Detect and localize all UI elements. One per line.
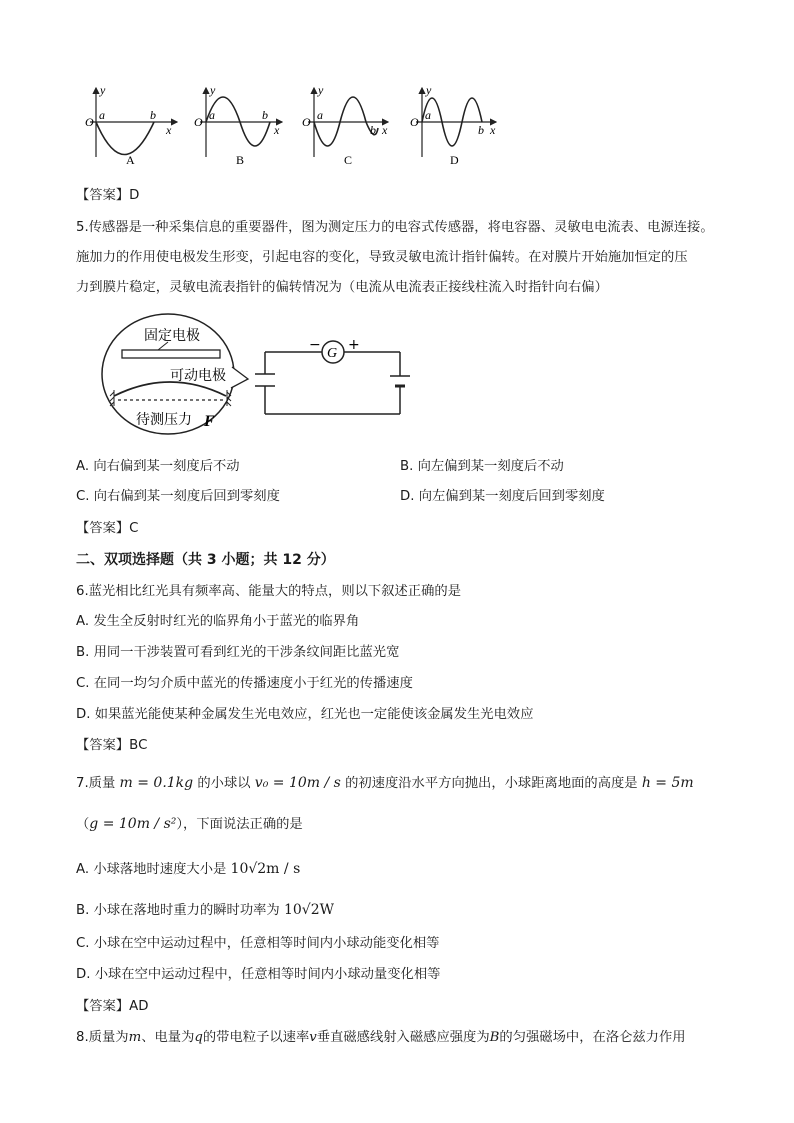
graph-c — [308, 88, 388, 157]
graph-a-origin: O — [85, 115, 94, 129]
q7-option-a-math: 10√2m / s — [230, 861, 301, 877]
q4-answer: 【答案】D — [76, 188, 140, 203]
q7-stem-part1: 7.质量 — [76, 776, 116, 791]
fixed-electrode-label: 固定电极 — [144, 328, 200, 344]
q8-part3: 的带电粒子以速率 — [202, 1030, 310, 1045]
fixed-electrode-plate — [122, 350, 220, 358]
q5-option-d: D. 向左偏到某一刻度后回到零刻度 — [400, 489, 605, 504]
q7-g-value: g = 10m / s² — [89, 816, 177, 832]
q8-v: v — [309, 1030, 317, 1045]
q6-option-b: B. 用同一干涉装置可看到红光的干涉条纹间距比蓝光宽 — [76, 645, 400, 660]
q7-g-open: （ — [76, 817, 90, 832]
q8-part1: 8.质量为 — [76, 1030, 129, 1045]
q7-g-close: ），下面说法正确的是 — [176, 817, 303, 832]
section-title: 二、双项选择题（共 3 小题；共 12 分） — [76, 552, 335, 568]
pressure-label: 待测压力 — [136, 412, 192, 428]
q8-part2: 、电量为 — [141, 1030, 195, 1045]
graph-c-origin: O — [302, 115, 311, 129]
q8-stem — [76, 1029, 686, 1047]
graph-d-title: D — [450, 153, 459, 167]
q7-option-a — [76, 860, 300, 879]
q8-q: q — [194, 1030, 203, 1045]
q5-stem-line-2: 施加力的作用使电极发生形变，引起电容的变化，导致灵敏电流计指针偏转。在对膜片开始施加恒定的压 — [76, 250, 688, 265]
graph-c-title: C — [344, 153, 353, 167]
q7-option-b — [76, 901, 334, 920]
movable-electrode-arc — [114, 382, 226, 396]
q5-capacitive-sensor-figure — [100, 312, 440, 442]
galvanometer-plus: + — [348, 337, 360, 353]
lens-pointer — [231, 367, 248, 388]
q5-option-c: C. 向右偏到某一刻度后回到零刻度 — [76, 489, 280, 504]
galvanometer-label: G — [327, 346, 338, 361]
q7-option-d: D. 小球在空中运动过程中，任意相等时间内小球动量变化相等 — [76, 967, 441, 982]
q8-B: B — [489, 1030, 500, 1045]
q6-answer: 【答案】BC — [76, 738, 148, 753]
graph-d-x-label: x — [490, 123, 496, 137]
force-symbol: F — [204, 413, 215, 430]
graph-b — [200, 88, 282, 157]
movable-electrode-label: 可动电极 — [170, 368, 226, 384]
q8-m: m — [128, 1030, 142, 1045]
galvanometer-minus: − — [309, 337, 321, 353]
graph-c-point-b: b — [370, 123, 376, 137]
q7-answer: 【答案】AD — [76, 999, 149, 1014]
graph-d — [416, 88, 496, 157]
q7-option-a-text: A. 小球落地时速度大小是 — [76, 862, 227, 877]
graph-c-x-label: x — [382, 123, 388, 137]
q7-v0: v₀ = 10m / s — [254, 775, 341, 791]
graph-b-origin: O — [194, 115, 203, 129]
q6-option-c: C. 在同一均匀介质中蓝光的传播速度小于红光的传播速度 — [76, 676, 413, 691]
graph-d-point-a: a — [425, 108, 431, 122]
graph-b-y-label: y — [210, 83, 216, 97]
q8-part4: 垂直磁感线射入磁感应强度为 — [316, 1030, 490, 1045]
q7-stem-part2: 的小球以 — [197, 776, 251, 791]
q5-option-a: A. 向右偏到某一刻度后不动 — [76, 459, 240, 474]
q7-stem-part3: 的初速度沿水平方向抛出，小球距离地面的高度是 — [345, 776, 638, 791]
graph-b-x-label: x — [274, 123, 280, 137]
q7-option-c: C. 小球在空中运动过程中，任意相等时间内小球动能变化相等 — [76, 936, 440, 951]
q7-stem — [76, 774, 694, 793]
q7-option-b-text: B. 小球在落地时重力的瞬时功率为 — [76, 903, 280, 918]
q7-height: h = 5m — [641, 775, 694, 791]
q5-option-b: B. 向左偏到某一刻度后不动 — [400, 459, 564, 474]
graph-a-x-label: x — [166, 123, 172, 137]
q7-gravity-line — [76, 815, 303, 834]
graph-a-title: A — [126, 153, 135, 167]
q8-part5: 的匀强磁场中，在洛仑兹力作用 — [499, 1030, 686, 1045]
graph-b-point-a: a — [209, 108, 215, 122]
graph-b-point-b: b — [262, 108, 268, 122]
q5-stem-line-1: 5.传感器是一种采集信息的重要器件，图为测定压力的电容式传感器，将电容器、灵敏电电流表、电源连接。 — [76, 220, 714, 235]
graph-a — [90, 88, 177, 157]
graph-d-origin: O — [410, 115, 419, 129]
graph-b-title: B — [236, 153, 245, 167]
graph-d-point-b: b — [478, 123, 484, 137]
graph-a-point-a: a — [99, 108, 105, 122]
q7-option-b-math: 10√2W — [283, 902, 335, 918]
q6-stem: 6.蓝光相比红光具有频率高、能量大的特点，则以下叙述正确的是 — [76, 584, 461, 599]
q4-wave-graphs-figure — [82, 82, 512, 172]
q6-option-d: D. 如果蓝光能使某种金属发生光电效应，红光也一定能使该金属发生光电效应 — [76, 707, 534, 722]
q6-option-a: A. 发生全反射时红光的临界角小于蓝光的临界角 — [76, 614, 360, 629]
graph-c-point-a: a — [317, 108, 323, 122]
q5-stem-line-3: 力到膜片稳定，灵敏电流表指针的偏转情况为（电流从电流表正接线柱流入时指针向右偏） — [76, 280, 608, 295]
graph-d-y-label: y — [426, 83, 432, 97]
graph-c-y-label: y — [318, 83, 324, 97]
graph-a-point-b: b — [150, 108, 156, 122]
q5-answer: 【答案】C — [76, 521, 139, 536]
q7-mass: m = 0.1kg — [119, 775, 194, 791]
graph-a-y-label: y — [100, 83, 106, 97]
